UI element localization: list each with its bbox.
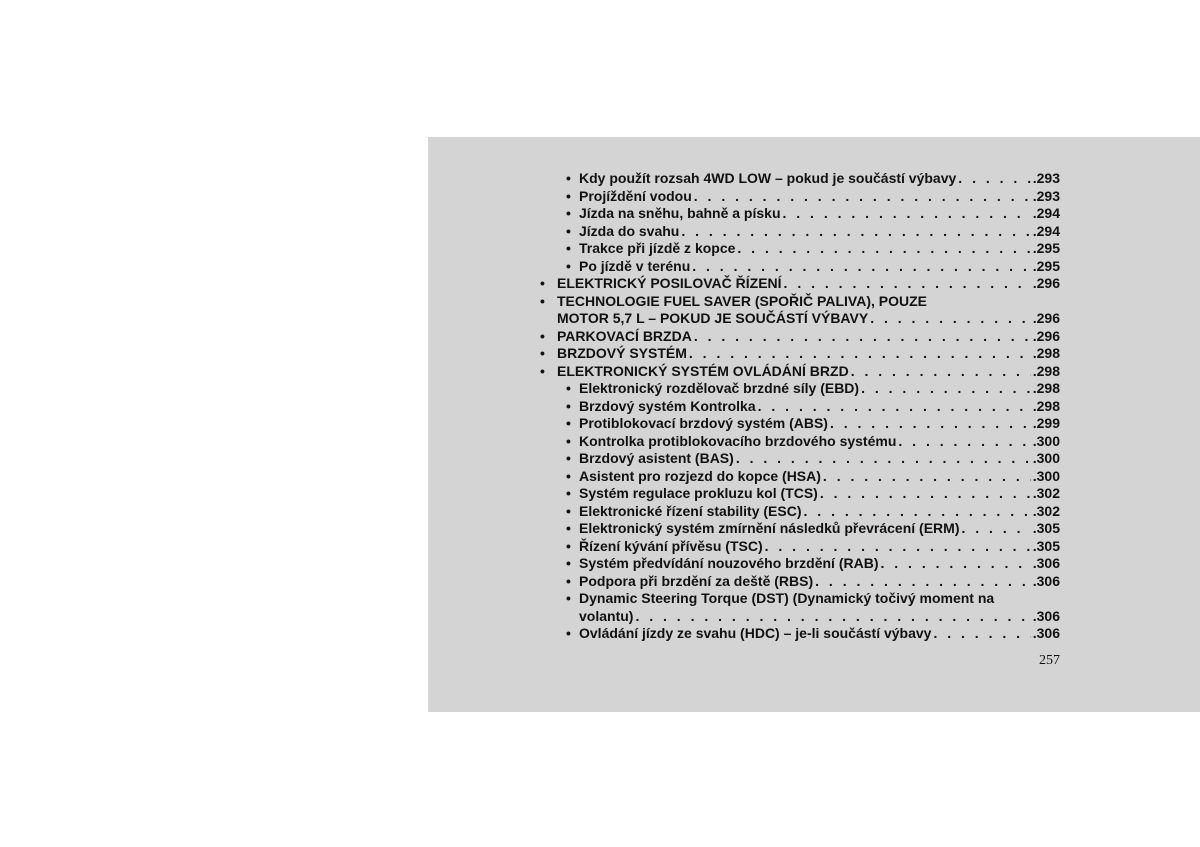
toc-bullet: • — [540, 275, 545, 291]
toc-entry-label: Jízda na sněhu, bahně a písku — [579, 205, 781, 221]
toc-bullet: • — [566, 590, 571, 606]
toc-entry — [540, 310, 1060, 328]
dot-leader — [694, 188, 1031, 206]
dot-leader — [861, 380, 1031, 398]
toc-entry — [540, 223, 1060, 241]
toc-bullet — [540, 310, 557, 328]
toc-bullet: • — [540, 362, 545, 379]
toc-entry — [540, 258, 1060, 276]
toc-entry-page: .306 — [1032, 625, 1060, 641]
dot-leader — [996, 590, 1058, 608]
toc-entry-page: .300 — [1032, 432, 1060, 449]
toc-entry — [540, 503, 1060, 521]
toc-entry-label: Elektronické řízení stability (ESC) — [579, 502, 802, 519]
toc-entry-label: Řízení kývání přívěsu (TSC) — [579, 537, 763, 554]
toc-entry-label: Podpora při brzdění za deště (RBS) — [579, 572, 814, 589]
toc-bullet: • — [566, 187, 571, 204]
toc-bullet: • — [566, 380, 571, 396]
toc-entry-page: .296 — [1032, 310, 1060, 326]
dot-leader — [689, 345, 1031, 363]
toc-bullet: • — [566, 432, 571, 449]
dot-leader — [758, 398, 1031, 416]
dot-leader — [635, 608, 1030, 626]
toc-entry-page: .295 — [1032, 257, 1060, 274]
toc-entry — [540, 415, 1060, 433]
dot-leader — [804, 503, 1031, 521]
dot-leader — [830, 415, 1031, 433]
toc-entry-page: .306 — [1032, 555, 1060, 571]
toc-entry — [540, 538, 1060, 556]
toc-bullet: • — [566, 485, 571, 501]
toc-entry — [540, 240, 1060, 258]
toc-entry-label: Systém předvídání nouzového brzdění (RAB) — [579, 555, 879, 571]
dot-leader — [737, 240, 1030, 258]
toc-bullet: • — [566, 415, 571, 431]
toc-bullet: • — [566, 222, 571, 239]
dot-leader — [784, 275, 1031, 293]
toc-entry — [540, 625, 1060, 643]
toc-entry — [540, 468, 1060, 486]
toc-entry-label: ELEKTRONICKÝ SYSTÉM OVLÁDÁNÍ BRZD — [557, 362, 849, 379]
dot-leader — [681, 223, 1030, 241]
toc-entry — [540, 433, 1060, 451]
toc-entry-page: .296 — [1032, 327, 1060, 344]
dot-leader — [961, 520, 1030, 538]
toc-entry-page: .306 — [1032, 572, 1060, 589]
page-number: 257 — [1039, 653, 1060, 668]
toc-entry — [540, 450, 1060, 468]
toc-bullet: • — [540, 345, 545, 361]
toc-entry — [540, 345, 1060, 363]
toc-entry-page: .302 — [1032, 502, 1060, 519]
dot-leader — [815, 573, 1031, 591]
toc-entry — [540, 608, 1060, 626]
toc-bullet: • — [566, 397, 571, 414]
toc-entry-label: Jízda do svahu — [579, 222, 680, 239]
dot-leader — [823, 468, 1031, 486]
toc-entry — [540, 293, 1060, 311]
toc-entry — [540, 363, 1060, 381]
toc-entry-label: Projíždění vodou — [579, 187, 692, 204]
toc-entry-page: .298 — [1032, 380, 1060, 396]
toc-entry-label: Trakce při jízdě z kopce — [579, 240, 736, 256]
toc-entry-page: .294 — [1032, 222, 1060, 239]
dot-leader — [692, 258, 1031, 276]
toc-entry — [540, 205, 1060, 223]
toc-entry-label: TECHNOLOGIE FUEL SAVER (SPOŘIČ PALIVA), POUZE — [557, 292, 927, 309]
toc-entry-page: .305 — [1032, 537, 1060, 554]
toc-entry-page: .296 — [1032, 275, 1060, 291]
toc-entry-page: .295 — [1032, 240, 1060, 256]
dot-leader — [694, 328, 1031, 346]
toc-bullet: • — [566, 572, 571, 589]
toc-entry-label: Systém regulace prokluzu kol (TCS) — [579, 485, 818, 501]
toc-entry — [540, 573, 1060, 591]
toc-bullet: • — [566, 450, 571, 466]
toc-entry-label: Brzdový systém Kontrolka — [579, 397, 756, 414]
toc-bullet: • — [566, 555, 571, 571]
toc-entry-page: .298 — [1032, 362, 1060, 379]
toc-entry-page: .305 — [1032, 520, 1060, 536]
toc-entry-page: .300 — [1032, 450, 1060, 466]
toc-bullet: • — [540, 292, 545, 309]
dot-leader — [765, 538, 1031, 556]
toc-entry-page: .293 — [1032, 187, 1060, 204]
toc-bullet: • — [566, 537, 571, 554]
dot-leader — [851, 363, 1031, 381]
toc-entry-page: .293 — [1032, 170, 1060, 186]
dot-leader — [958, 170, 1030, 188]
toc-entry — [540, 188, 1060, 206]
toc-entry-page: .298 — [1032, 345, 1060, 361]
toc-entry-label: Ovládání jízdy ze svahu (HDC) – je-li součástí výbavy — [579, 625, 932, 641]
dot-leader — [820, 485, 1031, 503]
toc-entry-label: Elektronický rozdělovač brzdné síly (EBD) — [579, 380, 860, 396]
toc-bullet: • — [566, 625, 571, 641]
toc-entry-page: .299 — [1032, 415, 1060, 431]
table-of-contents — [540, 170, 1060, 643]
dot-leader — [736, 450, 1031, 468]
toc-entry-label: Po jízdě v terénu — [579, 257, 691, 274]
toc-bullet: • — [566, 257, 571, 274]
dot-leader — [929, 293, 1058, 311]
toc-bullet: • — [566, 502, 571, 519]
toc-entry — [540, 520, 1060, 538]
toc-entry-label: Asistent pro rozjezd do kopce (HSA) — [579, 467, 821, 484]
toc-entry-label: Kdy použít rozsah 4WD LOW – pokud je součástí výbavy — [579, 170, 957, 186]
toc-entry-label: Elektronický systém zmírnění následků převrácení (ERM) — [579, 520, 960, 536]
toc-entry-page: .302 — [1032, 485, 1060, 501]
toc-bullet — [566, 608, 579, 626]
toc-entry — [540, 485, 1060, 503]
dot-leader — [933, 625, 1030, 643]
toc-entry-label: Protiblokovací brzdový systém (ABS) — [579, 415, 828, 431]
toc-entry-page: .298 — [1032, 397, 1060, 414]
toc-bullet: • — [540, 327, 545, 344]
toc-entry-page: .300 — [1032, 467, 1060, 484]
toc-entry-label: Brzdový asistent (BAS) — [579, 450, 734, 466]
toc-bullet: • — [566, 170, 571, 186]
dot-leader — [870, 310, 1031, 328]
toc-entry — [540, 275, 1060, 293]
toc-bullet: • — [566, 520, 571, 536]
toc-entry — [540, 380, 1060, 398]
dot-leader — [783, 205, 1031, 223]
toc-entry-label: BRZDOVÝ SYSTÉM — [557, 345, 687, 361]
toc-bullet: • — [566, 240, 571, 256]
toc-bullet: • — [566, 467, 571, 484]
toc-entry — [540, 398, 1060, 416]
toc-entry — [540, 328, 1060, 346]
toc-entry-label: Dynamic Steering Torque (DST) (Dynamický točivý moment na — [579, 590, 995, 606]
toc-entry-label: volantu) — [579, 607, 634, 624]
dot-leader — [898, 433, 1030, 451]
toc-entry-label: Kontrolka protiblokovacího brzdového systému — [579, 432, 897, 449]
toc-entry-page: .294 — [1032, 205, 1060, 221]
toc-entry — [540, 590, 1060, 608]
toc-entry-label: PARKOVACÍ BRZDA — [557, 327, 692, 344]
toc-entry-label: MOTOR 5,7 L – POKUD JE SOUČÁSTÍ VÝBAVY — [557, 310, 869, 326]
toc-entry — [540, 555, 1060, 573]
toc-bullet: • — [566, 205, 571, 221]
dot-leader — [880, 555, 1030, 573]
toc-entry-label: ELEKTRICKÝ POSILOVAČ ŘÍZENÍ — [557, 275, 782, 291]
toc-entry-page: .306 — [1032, 607, 1060, 624]
toc-entry — [540, 170, 1060, 188]
